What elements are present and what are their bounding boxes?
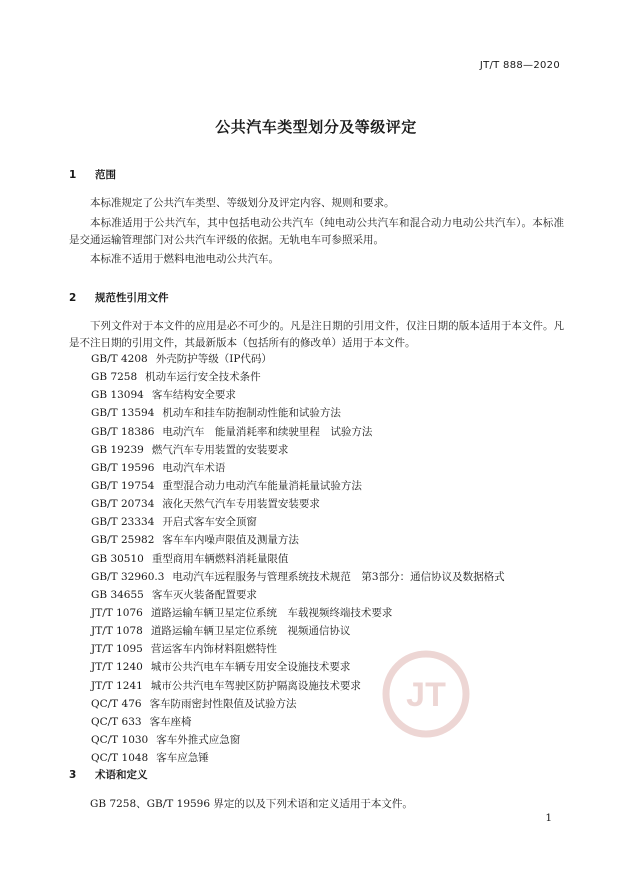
reference-title: 液化天然气汽车专用装置安装要求 — [162, 498, 320, 511]
reference-item — [91, 477, 505, 495]
reference-code: GB 7258 — [91, 371, 138, 384]
section-heading-normative-references — [69, 290, 169, 305]
watermark-text: JT — [406, 676, 446, 714]
reference-code: GB/T 25982 — [91, 534, 155, 547]
reference-code: GB/T 19596 — [91, 461, 155, 474]
reference-code: JT/T 1078 — [91, 625, 143, 638]
reference-item — [91, 531, 505, 549]
section-number: 2 — [69, 292, 77, 304]
reference-code: GB/T 19754 — [91, 479, 155, 492]
reference-code: JT/T 1076 — [91, 606, 143, 619]
reference-code: GB/T 4208 — [91, 353, 148, 365]
reference-code: GB 19239 — [91, 443, 144, 456]
reference-code: QC/T 1048 — [91, 752, 149, 765]
reference-item — [91, 404, 505, 422]
reference-code: QC/T 476 — [91, 697, 142, 710]
reference-item — [91, 550, 505, 568]
reference-title: 电动汽车远程服务与管理系统技术规范 第3部分：通信协议及数据格式 — [172, 570, 505, 583]
reference-title: 开启式客车安全顶窗 — [162, 516, 257, 529]
reference-code: GB/T 32960.3 — [91, 570, 165, 583]
reference-title: 客车防雨密封性限值及试验方法 — [149, 697, 297, 710]
reference-item — [91, 423, 505, 441]
reference-code: GB/T 23334 — [91, 516, 155, 529]
reference-code: GB/T 20734 — [91, 498, 155, 511]
reference-title: 机动车运行安全技术条件 — [145, 371, 261, 384]
reference-title: 电动汽车 能量消耗率和续驶里程 试验方法 — [162, 425, 373, 438]
reference-item — [91, 459, 505, 477]
reference-title: 客车外推式应急窗 — [156, 733, 241, 746]
reference-code: GB/T 13594 — [91, 407, 155, 420]
reference-title: 电动汽车术语 — [162, 461, 226, 474]
jt-logo-watermark — [380, 648, 472, 740]
section-number: 1 — [69, 169, 77, 181]
reference-title: 营运客车内饰材料阻燃特性 — [150, 643, 277, 656]
section-number: 3 — [69, 769, 77, 781]
reference-title: 客车结构安全要求 — [151, 389, 236, 402]
reference-title: 客车应急锤 — [156, 752, 209, 765]
reference-code: JT/T 1240 — [91, 661, 143, 674]
section-title: 范围 — [95, 169, 116, 181]
reference-title: 机动车和挂车防抱制动性能和试验方法 — [162, 407, 341, 420]
reference-code: GB 34655 — [91, 588, 144, 601]
reference-title: 重型混合动力电动汽车能量消耗量试验方法 — [162, 479, 362, 492]
document-title: 公共汽车类型划分及等级评定 — [215, 118, 417, 136]
scope-paragraph-1: 本标准规定了公共汽车类型、等级划分及评定内容、规则和要求。 — [90, 197, 395, 209]
reference-title: 客车灭火装备配置要求 — [151, 588, 257, 601]
reference-title: 客车车内噪声限值及测量方法 — [162, 534, 299, 547]
page-number: 1 — [545, 812, 552, 824]
reference-code: QC/T 633 — [91, 715, 142, 728]
reference-code: JT/T 1241 — [91, 679, 143, 692]
section-heading-terms — [69, 767, 148, 782]
reference-title: 道路运输车辆卫星定位系统 车载视频终端技术要求 — [150, 606, 393, 619]
reference-code: GB 13094 — [91, 389, 144, 402]
reference-title: 城市公共汽电车车辆专用安全设施技术要求 — [150, 661, 351, 674]
reference-item — [91, 495, 505, 513]
document-code: JT/T 888—2020 — [479, 60, 560, 71]
reference-title: 重型商用车辆燃料消耗量限值 — [151, 552, 289, 565]
scope-paragraph-3: 本标准不适用于燃料电池电动公共汽车。 — [90, 253, 279, 265]
reference-code: JT/T 1095 — [91, 643, 143, 656]
section-heading-scope — [69, 167, 116, 182]
reference-code: GB/T 18386 — [91, 425, 155, 438]
reference-item — [91, 368, 505, 386]
section-title: 术语和定义 — [95, 769, 148, 781]
references-intro: 下列文件对于本文件的应用是必不可少的。凡是注日期的引用文件，仅注日期的版本适用于本文件。凡是不注日期的引用文件，其最新版本（包括所有的修改单）适用于本文件。 — [69, 320, 564, 349]
reference-title: 外壳防护等级（IP代码） — [155, 353, 272, 365]
reference-title: 燃气汽车专用装置的安装要求 — [151, 443, 289, 456]
scope-paragraph-2: 本标准适用于公共汽车，其中包括电动公共汽车（纯电动公共汽车和混合动力电动公共汽车）。本标准是交通运输管理部门对公共汽车评级的依据。无轨电车可参照采用。 — [69, 217, 564, 246]
reference-item — [91, 350, 505, 368]
reference-item — [91, 749, 505, 767]
reference-item — [91, 568, 505, 586]
reference-item — [91, 441, 505, 459]
reference-title: 道路运输车辆卫星定位系统 视频通信协议 — [150, 625, 351, 638]
reference-item — [91, 386, 505, 404]
reference-item — [91, 586, 505, 604]
reference-item — [91, 513, 505, 531]
reference-code: GB 30510 — [91, 552, 144, 565]
terms-intro: GB 7258、GB/T 19596 界定的以及下列术语和定义适用于本文件。 — [90, 798, 413, 810]
section-title: 规范性引用文件 — [95, 292, 169, 304]
reference-item — [91, 604, 505, 622]
reference-code: QC/T 1030 — [91, 733, 149, 746]
reference-title: 城市公共汽电车驾驶区防护隔离设施技术要求 — [150, 679, 361, 692]
reference-title: 客车座椅 — [149, 715, 192, 728]
reference-item — [91, 622, 505, 640]
